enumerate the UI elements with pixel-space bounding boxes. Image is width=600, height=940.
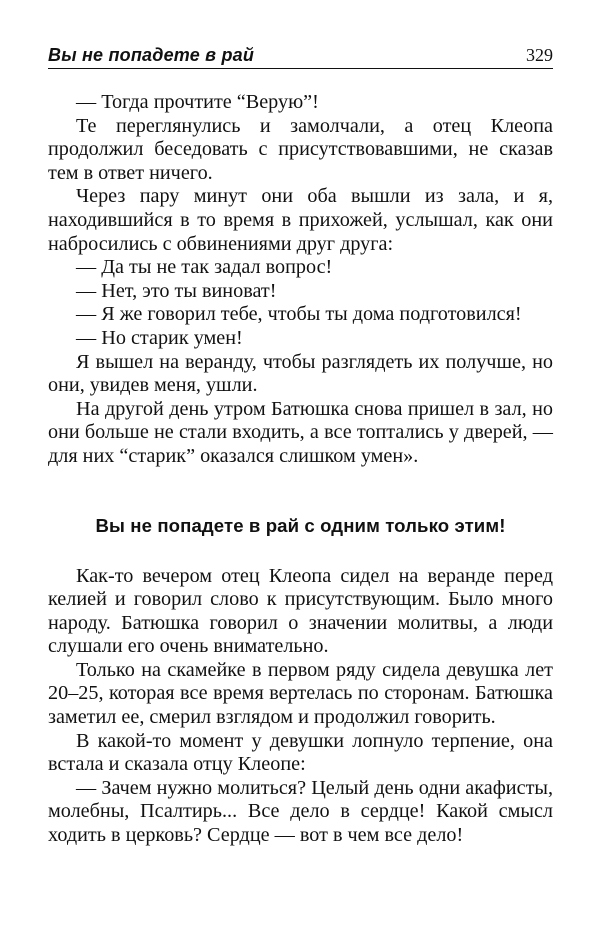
paragraph: — Тогда прочтите “Верую”! bbox=[76, 91, 319, 113]
book-page bbox=[48, 36, 553, 848]
paragraph: — Нет, это ты виноват! bbox=[76, 279, 277, 302]
paragraph: — Да ты не так задал вопрос! bbox=[76, 256, 333, 279]
paragraph: Те переглянулись и замолчали, а отец Клеопа продолжил беседовать с присутствовавшими, не сказав тем в ответ ничего. bbox=[48, 114, 553, 184]
running-header bbox=[48, 36, 553, 69]
paragraph: — Зачем нужно молиться? Целый день одни акафисты, молебны, Псалтирь... Все дело в сердце! Какой смысл ходить в церковь? Сердце — вот в чем все дело! bbox=[48, 776, 553, 847]
paragraph: Как-то вечером отец Клеопа сидел на веранде перед келией и говорил слово к присутствующим. Было много народу. Батюшка говорил о значении молитвы, а люди слушали его очень внимательно. bbox=[48, 564, 553, 658]
section-heading: Вы не попадете в рай с одним только этим! bbox=[95, 514, 506, 536]
page-number: 329 bbox=[526, 45, 553, 65]
paragraph: На другой день утром Батюшка снова пришел в зал, но они больше не стали входить, а все топтались у дверей, — для них “старик” оказался слишком умен». bbox=[48, 397, 553, 467]
running-title: Вы не попадете в рай bbox=[48, 45, 255, 65]
body-text bbox=[48, 91, 553, 848]
paragraph: Только на скамейке в первом ряду сидела девушка лет 20–25, которая все время вертелась по сторонам. Батюшка заметил ее, смерил взглядом и продолжил говорить. bbox=[48, 658, 553, 729]
paragraph: — Но старик умен! bbox=[76, 326, 243, 349]
paragraph: В какой-то момент у девушки лопнуло терпение, она встала и сказала отцу Клеопе: bbox=[48, 729, 553, 776]
paragraph: Я вышел на веранду, чтобы разглядеть их получше, но они, увидев меня, ушли. bbox=[48, 350, 553, 397]
paragraph: — Я же говорил тебе, чтобы ты дома подготовился! bbox=[76, 303, 522, 326]
paragraph: Через пару минут они оба вышли из зала, и я, находившийся в то время в прихожей, услышал, как они набросились с обвинениями друг друга: bbox=[48, 185, 553, 255]
